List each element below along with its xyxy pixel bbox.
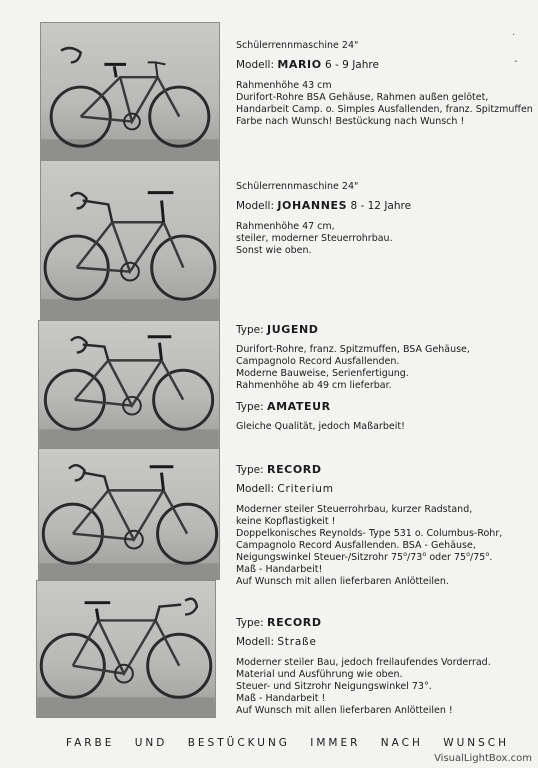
watermark-text: VisualLightBox.com xyxy=(434,753,532,764)
bicycle-illustration xyxy=(39,321,219,447)
description: Rahmenhöhe 47 cm, steiler, moderner Steuerrohrbau. Sonst wie oben. xyxy=(236,221,393,256)
type-name: RECORD xyxy=(267,616,322,629)
type-heading: Type: RECORD xyxy=(236,616,322,629)
footer-slogan: FARBE UND BESTÜCKUNG IMMER NACH WUNSCH xyxy=(66,737,510,749)
model-name: Straße xyxy=(277,636,317,648)
type-line: Schülerrennmaschine 24" xyxy=(236,40,359,51)
section-record-criterium xyxy=(236,463,536,588)
model-name: MARIO xyxy=(277,58,322,71)
section-jugend-amateur xyxy=(236,323,536,433)
bicycle-photo-record-strasse xyxy=(36,580,216,718)
model-name: JOHANNES xyxy=(277,199,348,212)
model-line: Modell: Criterium xyxy=(236,483,334,495)
type-name: AMATEUR xyxy=(267,400,331,413)
model-name: Criterium xyxy=(277,483,334,495)
bicycle-illustration xyxy=(41,161,219,319)
model-line: Modell: MARIO 6 - 9 Jahre xyxy=(236,58,379,71)
description: Rahmenhöhe 43 cm Durifort-Rohre BSA Gehäuse, Rahmen außen gelötet, Handarbeit Camp. o. Simples Ausfallenden, franz. Spitzmuffen Farbe nach Wunsch! Bestückung nach Wunsch ! xyxy=(236,80,533,127)
bicycle-photo-mario xyxy=(40,22,220,160)
section-johannes xyxy=(236,181,536,257)
bicycle-photo-record-criterium xyxy=(38,448,220,580)
model-line: Modell: Straße xyxy=(236,636,317,648)
type-name: JUGEND xyxy=(267,323,319,336)
description: Moderner steiler Bau, jedoch freilaufendes Vorderrad. Material und Ausführung wie oben. Steuer- und Sitzrohr Neigungswinkel 73°. Maß - Handarbeit ! Auf Wunsch mit allen lieferbaren Anlötteilen ! xyxy=(236,657,491,716)
description: Durifort-Rohre, franz. Spitzmuffen, BSA Gehäuse, Campagnolo Record Ausfallenden. Moderne Bauweise, Serienfertigung. Rahmenhöhe ab 49 cm lieferbar. xyxy=(236,344,470,391)
bicycle-illustration xyxy=(41,23,219,159)
angle-line: Neigungswinkel Steuer-/Sitzrohr 75$^o$/73$^o$ oder 75$^o$/75$^o$. xyxy=(236,549,493,563)
section-record-strasse xyxy=(236,616,536,717)
bicycle-illustration xyxy=(39,449,219,579)
model-line: Modell: JOHANNES 8 - 12 Jahre xyxy=(236,199,412,212)
type-heading: Type: AMATEUR xyxy=(236,400,331,413)
type-line: Schülerrennmaschine 24" xyxy=(236,181,359,192)
type-heading: Type: JUGEND xyxy=(236,323,319,336)
edge-mark: - xyxy=(514,56,518,67)
description: Gleiche Qualität, jedoch Maßarbeit! xyxy=(236,421,405,432)
bicycle-illustration xyxy=(37,581,215,717)
description: Moderner steiler Steuerrohrbau, kurzer Radstand, keine Kopflastigkeit ! Doppelkonisches Reynolds- Type 531 o. Columbus-Rohr, Campagnolo Record Ausfallenden. BSA - Gehäuse, Neigungswinkel Steuer-/Sitzrohr 75$^o$/73$^o$ oder 75$^o$/75$^o$. Maß - Handarbeit! Auf Wunsch mit allen lieferbaren Anlötteilen. xyxy=(236,504,536,588)
edge-mark: · xyxy=(512,30,516,41)
section-mario xyxy=(236,40,536,128)
type-name: RECORD xyxy=(267,463,322,476)
bicycle-photo-jugend xyxy=(38,320,220,448)
type-heading: Type: RECORD xyxy=(236,463,322,476)
bicycle-photo-johannes xyxy=(40,160,220,320)
